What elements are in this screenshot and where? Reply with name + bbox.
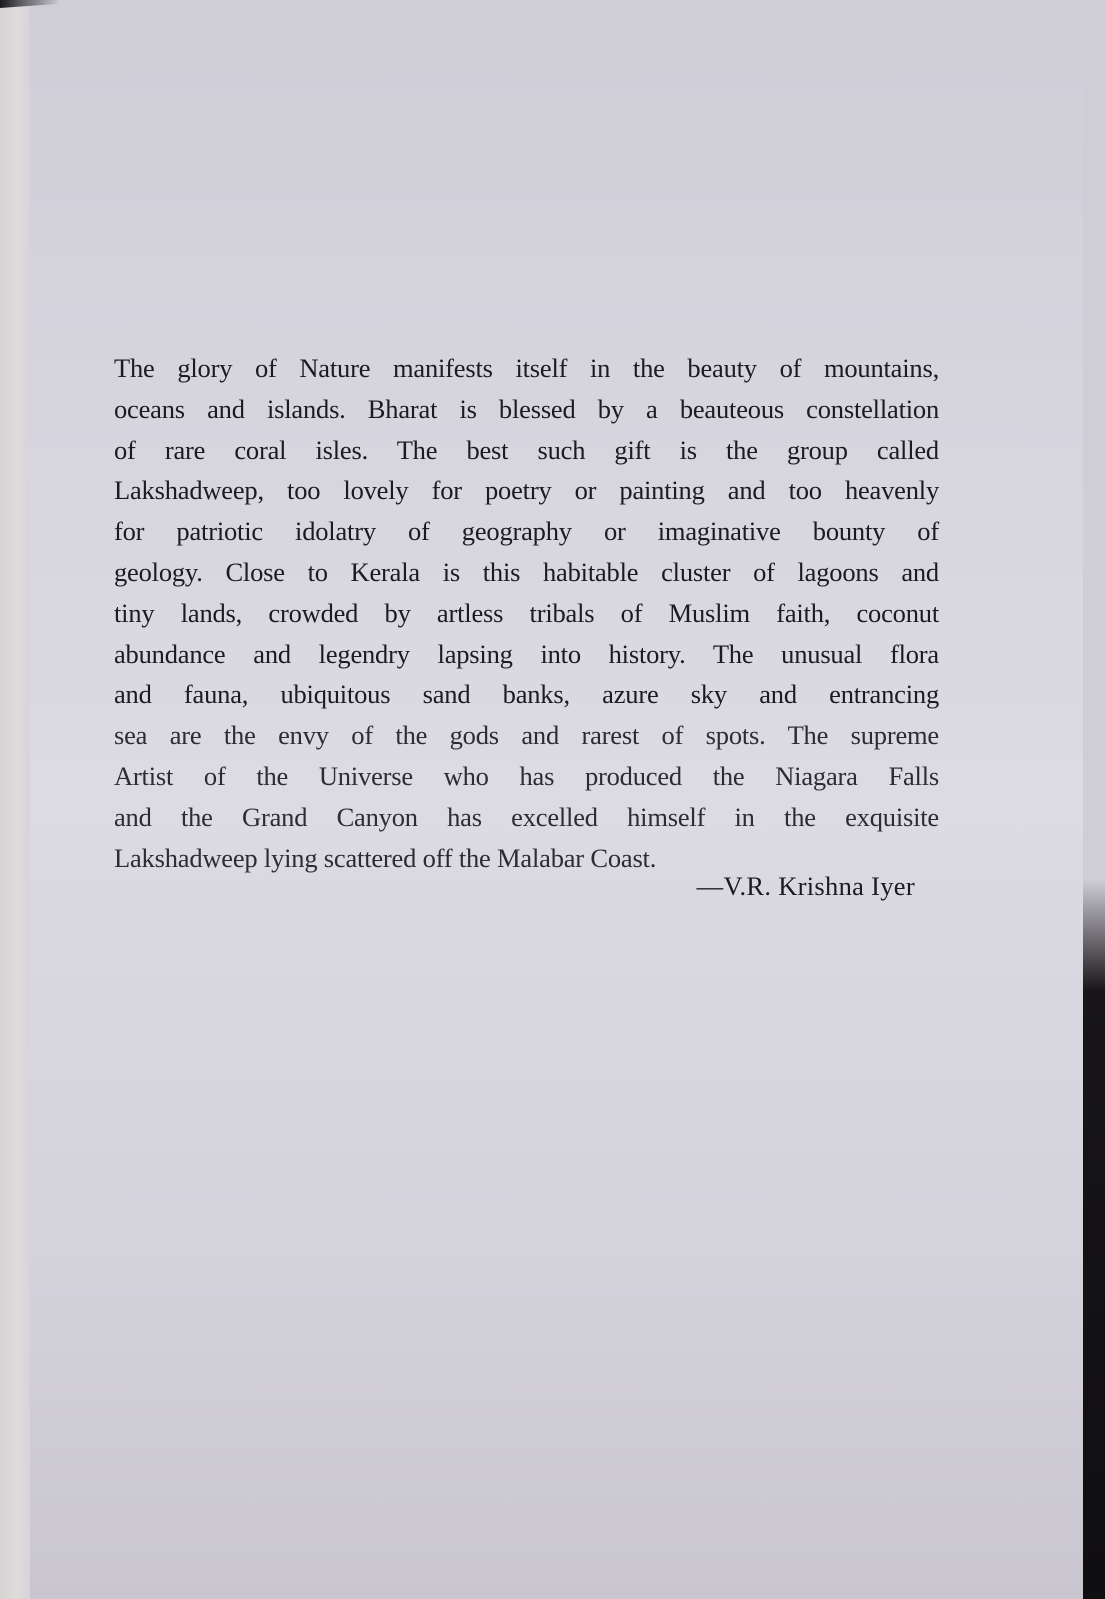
epigraph-attribution: —V.R. Krishna Iyer bbox=[696, 871, 915, 901]
epigraph-line: The glory of Nature manifests itself in the beauty of mountains, bbox=[114, 353, 939, 383]
page-corner-shadow bbox=[0, 0, 60, 8]
epigraph-line: of rare coral isles. The best such gift is the group called bbox=[114, 434, 939, 465]
epigraph-line: and fauna, ubiquitous sand banks, azure sky and entrancing bbox=[114, 679, 939, 710]
epigraph-line: oceans and islands. Bharat is blessed by a beauteous constellation bbox=[114, 393, 939, 424]
epigraph-line: geology. Close to Kerala is this habitable cluster of lagoons and bbox=[114, 556, 939, 587]
epigraph-line: Lakshadweep, too lovely for poetry or painting and too heavenly bbox=[114, 475, 939, 506]
epigraph-line: abundance and legendry lapsing into history. The unusual flora bbox=[114, 638, 939, 669]
epigraph-line: sea are the envy of the gods and rarest of spots. The supreme bbox=[114, 720, 939, 751]
page-right-edge-shadow bbox=[1083, 0, 1105, 1599]
epigraph-line: tiny lands, crowded by artless tribals of Muslim faith, coconut bbox=[114, 597, 939, 628]
epigraph-line: for patriotic idolatry of geography or imaginative bounty of bbox=[114, 516, 939, 547]
epigraph-line-last: Lakshadweep lying scattered off the Malabar Coast. bbox=[114, 842, 657, 873]
epigraph-block bbox=[114, 348, 939, 878]
epigraph-line: Artist of the Universe who has produced the Niagara Falls bbox=[114, 760, 939, 791]
epigraph-line: and the Grand Canyon has excelled himself in the exquisite bbox=[114, 801, 939, 832]
page-gutter bbox=[0, 0, 30, 1599]
